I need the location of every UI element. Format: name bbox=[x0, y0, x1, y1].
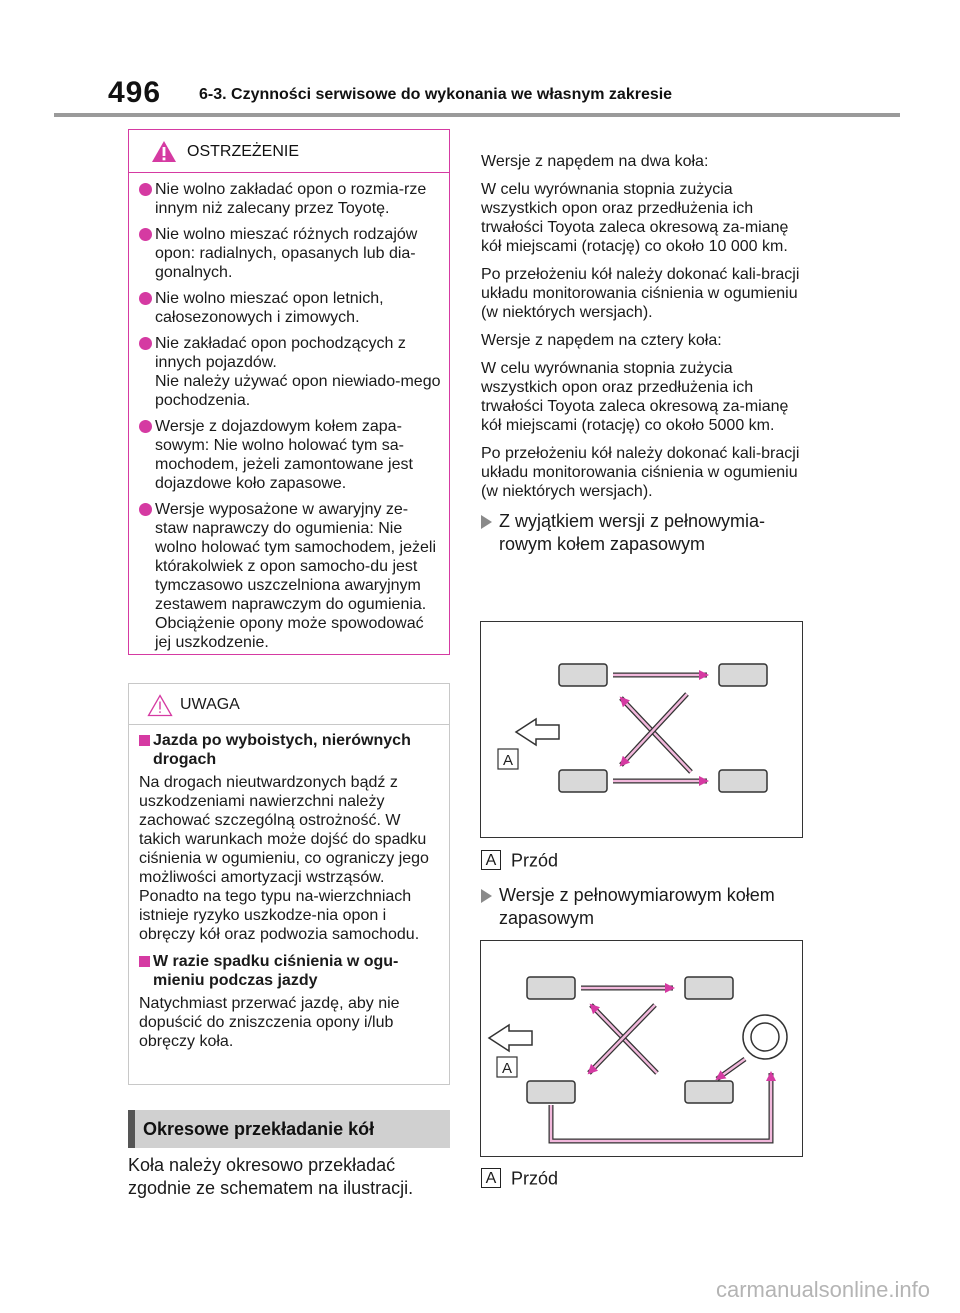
front-label: A bbox=[501, 1060, 513, 1077]
warning-text: Wersje z dojazdowym kołem zapa-sowym: Nie wolno holować tym sa-mochodem, jeżeli zamontowane jest dojazdowe koło zapasowe. bbox=[155, 418, 413, 492]
bullet-icon bbox=[139, 292, 152, 305]
tire-front-right bbox=[719, 664, 767, 686]
subsection-heading-text: Z wyjątkiem wersji z pełnowymia-rowym kołem zapasowym bbox=[499, 511, 766, 554]
square-bullet-icon bbox=[139, 956, 150, 967]
warning-list bbox=[129, 173, 449, 652]
tire-rear-right bbox=[685, 1081, 733, 1103]
notice-subheading-text: Jazda po wyboistych, nierównych drogach bbox=[153, 732, 411, 768]
notice-paragraph: Natychmiast przerwać jazdę, aby nie dopuścić do zniszczenia opony i/lub obręczy koła. bbox=[139, 995, 400, 1050]
caution-triangle-icon bbox=[147, 694, 173, 717]
tire-front-left bbox=[527, 977, 575, 999]
right-column bbox=[481, 152, 803, 556]
tire-rear-left bbox=[527, 1081, 575, 1103]
square-bullet-icon bbox=[139, 735, 150, 746]
chapter-title: 6-3. Czynności serwisowe do wykonania we własnym zakresie bbox=[199, 86, 673, 103]
list-item bbox=[139, 289, 441, 327]
notice-box bbox=[128, 683, 450, 1085]
bullet-icon bbox=[139, 183, 152, 196]
subsection-heading bbox=[481, 510, 803, 556]
paragraph: Po przełożeniu kół należy dokonać kali-bracji układu monitorowania ciśnienia w ogumieniu (w niektórych wersjach). bbox=[481, 266, 800, 321]
list-item bbox=[139, 225, 441, 282]
warning-triangle-icon bbox=[151, 140, 177, 163]
tire-rear-left bbox=[559, 770, 607, 792]
warning-text: Nie wolno zakładać opon o rozmia-rze innym niż zalecany przez Toyotę. bbox=[155, 181, 427, 217]
page-number: 496 bbox=[108, 76, 162, 109]
watermark: carmanualsonline.info bbox=[715, 1277, 930, 1302]
warning-text: Nie wolno mieszać opon letnich, całosezonowych i zimowych. bbox=[155, 290, 384, 326]
list-item bbox=[139, 180, 441, 218]
diagram-legend bbox=[481, 1166, 558, 1189]
notice-paragraph: Na drogach nieutwardzonych bądź z uszkodzeniami nawierzchni należy zachować szczególną ostrożność. W takich warunkach może dojść do spadku ciśnienia w ogumieniu, co ograniczy jego możliwości amortyzacji wstrząsów. Ponadto na tego typu na-wierzchniach istnieje ryzyko uszkodze-nia opon i obręczy kół oraz podwozia samochodu. bbox=[139, 774, 429, 943]
warning-title: OSTRZEŻENIE bbox=[187, 143, 300, 160]
legend-key: A bbox=[481, 850, 501, 870]
list-item bbox=[139, 334, 441, 410]
tire-rear-right bbox=[719, 770, 767, 792]
notice-title: UWAGA bbox=[180, 696, 240, 713]
warning-box bbox=[128, 129, 450, 655]
rotation-diagram-full-spare bbox=[480, 940, 803, 1157]
legend-text: Przód bbox=[511, 850, 559, 871]
warning-text-extra: Nie należy używać opon niewiado-mego pochodzenia. bbox=[155, 373, 441, 409]
section-heading bbox=[128, 1110, 450, 1148]
list-item bbox=[139, 500, 441, 652]
notice-subheading-text: W razie spadku ciśnienia w ogu-mieniu podczas jazdy bbox=[153, 953, 399, 989]
arrow-bullet-icon bbox=[481, 515, 492, 529]
section-heading-bar bbox=[128, 1110, 135, 1148]
diagram-legend bbox=[481, 848, 558, 871]
legend-key: A bbox=[481, 1168, 501, 1188]
rotation-diagram-standard bbox=[480, 621, 803, 838]
bullet-icon bbox=[139, 337, 152, 350]
bullet-icon bbox=[139, 503, 152, 516]
bullet-icon bbox=[139, 420, 152, 433]
notice-subheading bbox=[139, 952, 441, 990]
arrow-rear-to-spare bbox=[551, 1073, 771, 1141]
list-item bbox=[139, 417, 441, 493]
warning-header bbox=[129, 130, 449, 173]
paragraph: W celu wyrównania stopnia zużycia wszystkich opon oraz przedłużenia ich trwałości Toyota zaleca okresową za-mianę kół miejscami (rotację) co około 5000 km. bbox=[481, 360, 789, 434]
paragraph: Wersje z napędem na dwa koła: bbox=[481, 153, 709, 170]
paragraph: W celu wyrównania stopnia zużycia wszystkich opon oraz przedłużenia ich trwałości Toyota zaleca okresową za-mianę kół miejscami (rotację) co około 10 000 km. bbox=[481, 181, 789, 255]
tire-front-right bbox=[685, 977, 733, 999]
legend-text: Przód bbox=[511, 1168, 559, 1189]
subsection-heading bbox=[481, 884, 821, 930]
front-direction-arrow bbox=[516, 719, 559, 745]
warning-text: Wersje wyposażone w awaryjny ze-staw naprawczy do ogumienia: Nie wolno holować tym samochodem, jeżeli którakolwiek z opon samocho-du jest tymczasowo uszczelniona awaryjnym zestawem naprawczym do ogumienia. Obciążenie opony może spowodować jej uszkodzenie. bbox=[155, 501, 437, 651]
notice-body bbox=[129, 725, 449, 1051]
section-intro: Koła należy okresowo przekładać zgodnie ze schematem na ilustracji. bbox=[128, 1155, 414, 1198]
warning-text: Nie wolno mieszać różnych rodzajów opon: radialnych, opasanych lub dia-gonalnych. bbox=[155, 226, 418, 281]
subsection-heading-text: Wersje z pełnowymiarowym kołem zapasowym bbox=[499, 885, 775, 928]
notice-subheading bbox=[139, 731, 441, 769]
front-label: A bbox=[502, 752, 514, 769]
bullet-icon bbox=[139, 228, 152, 241]
tire-front-left bbox=[559, 664, 607, 686]
arrow-bullet-icon bbox=[481, 889, 492, 903]
paragraph: Po przełożeniu kół należy dokonać kali-bracji układu monitorowania ciśnienia w ogumieniu (w niektórych wersjach). bbox=[481, 445, 800, 500]
page-header bbox=[0, 0, 960, 118]
notice-header bbox=[129, 684, 449, 725]
section-heading-text: Okresowe przekładanie kół bbox=[143, 1119, 375, 1139]
paragraph: Wersje z napędem na cztery koła: bbox=[481, 332, 722, 349]
warning-text: Nie zakładać opon pochodzących z innych pojazdów. bbox=[155, 335, 406, 371]
header-divider bbox=[54, 113, 900, 117]
front-direction-arrow bbox=[489, 1025, 532, 1051]
